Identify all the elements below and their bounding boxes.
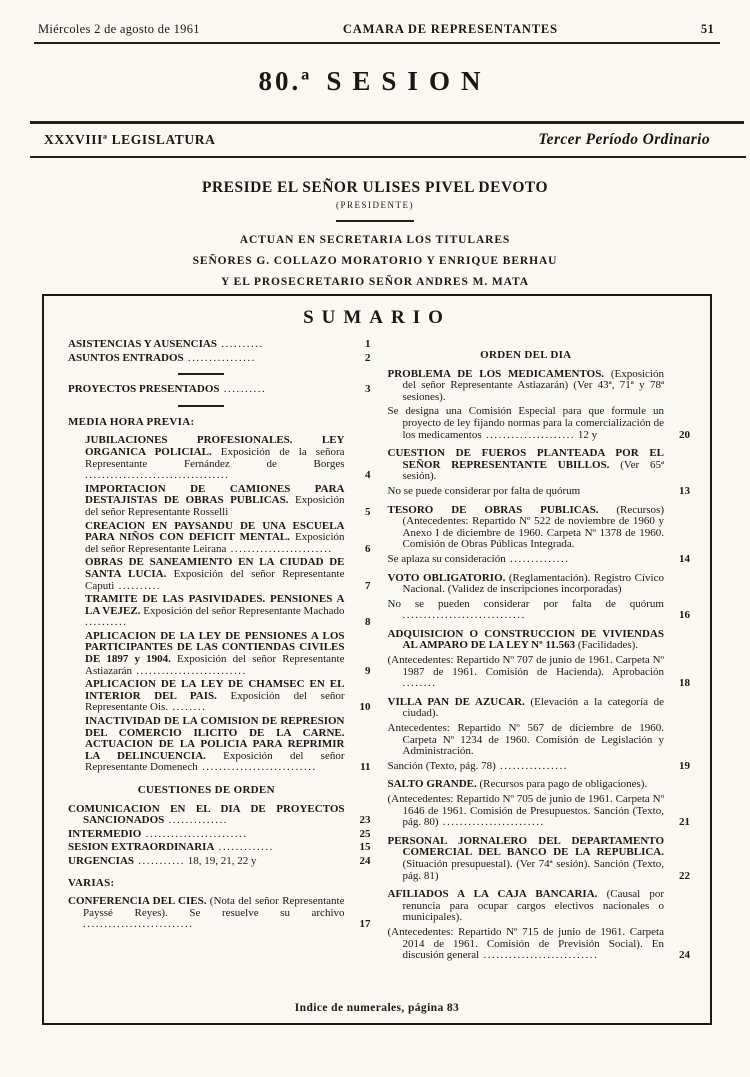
numerals-index-note: Indice de numerales, página 83: [294, 1002, 460, 1014]
secretaries-names: SEÑORES G. COLLAZO MORATORIO Y ENRIQUE BERHAU: [192, 255, 558, 267]
toc-entry-text: [68, 679, 345, 714]
toc-entry-strong: ASUNTOS ENTRADOS: [68, 351, 184, 364]
toc-entry-rest: (Antecedentes: Repartido Nº 715 de junio de 1961. Carpeta 2014 de 1961. Comisión de Previsión Social). En discusión general: [387, 925, 664, 962]
toc-entry-text: [388, 697, 665, 720]
toc-entry: [388, 779, 691, 791]
toc-entry: [388, 655, 691, 690]
toc-entry-text: [388, 599, 665, 622]
toc-entry: [388, 697, 691, 720]
toc-entry: [68, 353, 371, 365]
media-hora-items: [68, 435, 371, 774]
toc-entry-strong: TESORO DE OBRAS PUBLICAS.: [387, 503, 599, 516]
toc-entry-page: 24: [359, 854, 371, 867]
toc-entry-dots: ................: [495, 759, 569, 772]
toc-entry-dots: .............................: [402, 609, 526, 622]
toc-entry-page: 1: [365, 338, 371, 350]
toc-entry: [388, 889, 691, 924]
toc-entry-page: 11: [360, 761, 371, 774]
toc-entry-rest: Antecedentes: Repartido Nº 567 de diciembre de 1960. Carpeta Nº 1234 de 1960. Comisión de Legislación y Administración.: [387, 722, 664, 758]
toc-entry: [68, 435, 371, 481]
toc-entry-rest: (Recursos) (Antecedentes: Repartido Nº 522 de noviembre de 1960 y Anexo I de diciembre de 1960. Carpeta Nº 1378 de 1960. Comisión de Obras Públicas Integrada.: [402, 503, 664, 551]
toc-entry: [68, 829, 371, 841]
toc-entry: [68, 484, 371, 519]
toc-entry-rest: Exposición del señor Representante Caputi: [85, 567, 345, 592]
secretaries-intro: ACTUAN EN SECRETARIA LOS TITULARES: [239, 234, 511, 246]
toc-entry-dots: ..............: [164, 814, 229, 827]
toc-entry-text: [68, 804, 345, 827]
toc-entry-text: [388, 629, 665, 652]
toc-entry-rest: Exposición del señor Representante Machado: [140, 604, 345, 617]
toc-entry-page: 10: [359, 701, 371, 714]
sumario-left-column: [68, 339, 371, 996]
toc-entry: [388, 448, 691, 483]
sumario-columns: [44, 329, 710, 996]
toc-entry-dots: ..............: [505, 552, 570, 565]
toc-entry-text: [388, 554, 665, 566]
header-date: Miércoles 2 de agosto de 1961: [38, 22, 200, 36]
toc-entry-page: 4: [365, 469, 371, 482]
toc-entry: [68, 594, 371, 629]
toc-entry-strong: ADQUISICION O CONSTRUCCION DE VIVIENDAS AL AMPARO DE LA LEY Nº 11.563: [387, 627, 664, 652]
project-items: [68, 384, 371, 396]
toc-entry-dots: ..........................: [132, 664, 247, 677]
toc-entry-dots: ..........: [219, 383, 267, 396]
toc-entry-text: [68, 353, 345, 365]
toc-entry-rest: Se aplaza su consideración: [387, 552, 506, 565]
orden-del-dia-heading: ORDEN DEL DIA: [480, 349, 572, 361]
toc-entry-text: [68, 716, 345, 774]
toc-entry-text: [68, 435, 345, 481]
toc-entry-text: [388, 448, 665, 483]
prosecretary-name: Y EL PROSECRETARIO SEÑOR ANDRES M. MATA: [221, 276, 529, 288]
toc-entry-text: [68, 521, 345, 556]
toc-entry-page: 3: [365, 383, 371, 396]
toc-entry: [388, 761, 691, 773]
toc-entry: [388, 723, 691, 758]
toc-entry-rest: (Reglamentación). Registro Cívico Nacional. (Validez de inscripciones incorporadas): [402, 571, 664, 596]
toc-entry-rest: Se designa una Comisión Especial para que formule un proyecto de ley fijando normas para la comercialización de los medicamentos: [387, 405, 664, 441]
legislature-period: Tercer Período Ordinario: [538, 131, 710, 148]
toc-entry: [68, 521, 371, 556]
header-divider: [34, 42, 720, 44]
toc-entry-rest: (Antecedentes: Repartido Nº 705 de junio de 1961. Carpeta Nº 1646 de 1961. Comisión de Presupuestos. Sanción (Texto, pág. 80): [387, 793, 664, 829]
toc-entry-text: [388, 889, 665, 924]
toc-entry: [68, 842, 371, 854]
toc-entry: [388, 836, 691, 882]
toc-entry-page: 25: [359, 827, 371, 840]
toc-entry: [388, 486, 691, 498]
page-header: [0, 0, 750, 37]
toc-entry-rest: (Situación presupuestal). (Ver 74ª sesión). Sanción (Texto, pág. 81): [402, 857, 664, 882]
toc-entry-text: [68, 594, 345, 629]
toc-entry-strong: JUBILACIONES PROFESIONALES. LEY ORGANICA POLICIAL.: [85, 434, 345, 458]
toc-entry-strong: PROBLEMA DE LOS MEDICAMENTOS.: [387, 367, 605, 380]
toc-entry-page: 13: [679, 484, 690, 497]
toc-entry: [388, 599, 691, 622]
toc-entry-pre: 12 y: [575, 428, 598, 441]
toc-entry-text: [388, 655, 665, 690]
toc-entry: [68, 557, 371, 592]
toc-entry-strong: AFILIADOS A LA CAJA BANCARIA.: [387, 888, 598, 901]
toc-entry-strong: ASISTENCIAS Y AUSENCIAS: [68, 338, 217, 350]
toc-entry-dots: ........................: [141, 827, 248, 840]
toc-entry-strong: CUESTION DE FUEROS PLANTEADA POR EL SEÑOR REPRESENTANTE UBILLOS.: [387, 447, 664, 471]
toc-entry-page: 14: [679, 552, 690, 565]
toc-entry-strong: APLICACION DE LA LEY DE PENSIONES A LOS PARTICIPANTES DE LAS CONTIENDAS CIVILES DE 1897 y 1904.: [85, 629, 345, 666]
toc-entry-text: [68, 557, 345, 592]
toc-entry: [68, 856, 371, 868]
toc-entry-page: 22: [679, 869, 690, 882]
cuestiones-items: [68, 804, 371, 868]
toc-entry-strong: VOTO OBLIGATORIO.: [387, 571, 506, 584]
toc-entry-text: [68, 829, 345, 841]
toc-entry-strong: SALTO GRANDE.: [387, 778, 477, 791]
toc-entry-text: [388, 505, 665, 551]
toc-entry-strong: IMPORTACION DE CAMIONES PARA DESTAJISTAS DE OBRAS PUBLICAS.: [85, 482, 345, 507]
toc-entry-strong: APLICACION DE LA LEY DE CHAMSEC EN EL INTERIOR DEL PAIS.: [85, 678, 345, 702]
section-divider: [178, 373, 224, 375]
toc-entry-dots: ..........: [85, 616, 128, 629]
toc-entry-text: [68, 631, 345, 677]
orden-del-dia-items: [388, 369, 691, 962]
toc-entry-rest: (Facilidades).: [575, 639, 639, 652]
toc-entry-page: 6: [365, 542, 371, 555]
toc-entry-rest: (Elevación a la categoría de ciudad).: [402, 695, 664, 720]
toc-entry-rest: Exposición del señor Representante Leirana: [85, 531, 345, 555]
toc-entry-rest: Exposición del señor Representante Ois.: [85, 689, 345, 714]
toc-entry-strong: OBRAS DE SANEAMIENTO EN LA CIUDAD DE SANTA LUCIA.: [85, 556, 345, 580]
legislature-row: [0, 124, 750, 156]
toc-entry-text: [388, 369, 665, 404]
toc-entry-text: [388, 723, 665, 758]
toc-entry: [388, 369, 691, 404]
sumario-box: [42, 294, 712, 1025]
toc-entry: [68, 896, 371, 931]
toc-entry-strong: URGENCIAS: [68, 854, 135, 867]
toc-entry-text: [388, 761, 665, 773]
toc-entry-text: [388, 573, 665, 596]
toc-entry: [388, 629, 691, 652]
header-chamber: CAMARA DE REPRESENTANTES: [342, 22, 558, 36]
toc-entry-dots: ..................................: [85, 469, 230, 482]
toc-entry-dots: ..........: [114, 579, 162, 592]
toc-entry-strong: PERSONAL JORNALERO DEL DEPARTAMENTO COMERCIAL DEL BANCO DE LA REPUBLICA.: [387, 834, 664, 859]
toc-entry-text: [68, 842, 345, 854]
toc-entry-strong: VILLA PAN DE AZUCAR.: [387, 695, 525, 708]
toc-entry-dots: ..........: [216, 338, 264, 350]
preside-line: PRESIDE EL SEÑOR ULISES PIVEL DEVOTO: [201, 179, 549, 196]
toc-entry-page: 9: [365, 664, 371, 677]
legislature-divider-bottom: [30, 156, 746, 158]
toc-entry-page: 20: [679, 428, 690, 441]
toc-entry-dots: .............: [214, 841, 274, 854]
toc-entry: [68, 631, 371, 677]
toc-entry-strong: CONFERENCIA DEL CIES.: [68, 895, 207, 908]
toc-entry: [388, 406, 691, 441]
toc-entry-strong: TRAMITE DE LAS PASIVIDADES. PENSIONES A LA VEJEZ.: [85, 593, 345, 617]
small-divider: [336, 220, 414, 222]
toc-entry-dots: ........: [402, 677, 437, 690]
session-title: [0, 66, 750, 97]
toc-entry: [388, 927, 691, 962]
toc-entry-text: [388, 779, 665, 791]
toc-entry-page: 17: [359, 918, 371, 931]
header-page-number: 51: [700, 22, 714, 36]
toc-entry-rest: Exposición del señor Representante Domenech: [85, 749, 345, 774]
toc-entry-page: 5: [365, 505, 371, 518]
section-divider: [178, 405, 224, 407]
toc-entry-page: 15: [359, 841, 371, 854]
session-word: SESION: [326, 66, 492, 96]
toc-entry-dots: ........................: [438, 816, 545, 829]
toc-entry-text: [68, 384, 345, 396]
toc-entry-text: [68, 856, 345, 868]
toc-entry-strong: COMUNICACION EN EL DIA DE PROYECTOS SANCIONADOS: [68, 802, 345, 827]
toc-entry-rest: No se pueden considerar por falta de quórum: [387, 597, 664, 610]
toc-entry-rest: (Ver 65ª sesión).: [402, 458, 664, 483]
varias-items: [68, 896, 371, 931]
toc-entry-dots: ...........................: [197, 761, 317, 774]
toc-entry-text: [68, 896, 345, 931]
toc-entry-text: [388, 794, 665, 829]
cuestiones-heading: CUESTIONES DE ORDEN: [137, 784, 275, 796]
toc-entry-text: [388, 836, 665, 882]
toc-entry-page: 16: [679, 609, 690, 622]
presidency-block: [0, 179, 750, 288]
toc-entry-strong: INACTIVIDAD DE LA COMISION DE REPRESION DEL COMERCIO ILICITO DE LA CARNE. ACTUACION DE LA POLICIA PARA REPRIMIR LA DELINCUENCIA.: [85, 715, 345, 762]
president-role-label: (PRESIDENTE): [336, 200, 414, 210]
toc-entry-text: [388, 486, 665, 498]
toc-entry-dots: ..........................: [83, 918, 194, 931]
toc-entry-page: 8: [365, 616, 371, 629]
toc-entry-strong: SESION EXTRAORDINARIA: [68, 841, 215, 854]
toc-entry: [68, 679, 371, 714]
toc-entry-dots: .....................: [481, 428, 576, 441]
toc-entry-page: 2: [365, 351, 371, 364]
toc-entry-rest: Exposición de la señora Representante Fernández de Borges: [85, 445, 345, 470]
toc-entry-rest: (Recursos para pago de obligaciones).: [476, 778, 648, 791]
toc-entry-page: 21: [679, 816, 690, 829]
toc-entry-page: 18: [679, 677, 690, 690]
toc-entry-text: [388, 406, 665, 441]
toc-entry: [388, 505, 691, 551]
toc-entry-text: [68, 339, 345, 351]
toc-entry-dots: ...........: [134, 854, 186, 867]
toc-entry-strong: CREACION EN PAYSANDU DE UNA ESCUELA PARA NIÑOS CON DEFICIT MENTAL.: [85, 519, 345, 544]
toc-entry-page: 23: [359, 814, 371, 827]
toc-entry-strong: INTERMEDIO: [68, 827, 142, 840]
toc-entry-dots: ........................: [226, 542, 333, 555]
sumario-right-column: [388, 339, 691, 996]
toc-entry-dots: ................: [183, 351, 256, 364]
toc-entry-text: [388, 927, 665, 962]
top-items: [68, 339, 371, 364]
toc-entry-rest: (Antecedentes: Repartido Nº 707 de junio de 1961. Carpeta Nº 1987 de 1961. Comisión de Hacienda). Aprobación: [387, 654, 664, 678]
toc-entry-text: [68, 484, 345, 519]
toc-entry-dots: ...........................: [479, 949, 599, 962]
toc-entry: [68, 384, 371, 396]
sumario-title: SUMARIO: [303, 307, 451, 328]
toc-entry-rest: (Causal por renuncia para ocupar cargos electivos nacionales o municipales).: [402, 888, 664, 924]
toc-entry-rest: No se puede considerar por falta de quórum: [387, 484, 581, 497]
toc-entry: [388, 573, 691, 596]
toc-entry-rest: Exposición del señor Representante Astiazarán: [85, 653, 345, 677]
session-number: 80.ª: [258, 66, 313, 96]
toc-entry-dots: ........: [168, 701, 207, 714]
toc-entry: [68, 339, 371, 351]
toc-entry-rest: (Nota del señor Representante Payssé Reyes). Se resuelve su archivo: [83, 895, 345, 919]
toc-entry-page: 19: [679, 759, 690, 772]
toc-entry-rest: Exposición del señor Representante Rosselli: [85, 494, 345, 518]
toc-entry-strong: PROYECTOS PRESENTADOS: [68, 383, 220, 396]
toc-entry-page: 7: [365, 579, 371, 592]
toc-entry: [68, 716, 371, 774]
toc-entry-rest: (Exposición del señor Representante Astiazarán) (Ver 43ª, 71ª y 78ª sesiones).: [402, 367, 664, 403]
legislature-name: XXXVIIIª LEGISLATURA: [44, 132, 216, 147]
toc-entry: [388, 554, 691, 566]
media-hora-heading: MEDIA HORA PREVIA:: [68, 415, 195, 428]
toc-entry-page: 24: [679, 949, 690, 962]
toc-entry-rest: Sanción (Texto, pág. 78): [387, 759, 496, 772]
toc-entry: [388, 794, 691, 829]
varias-heading: VARIAS:: [68, 876, 115, 889]
toc-entry-pre: 18, 19, 21, 22 y: [185, 854, 257, 867]
toc-entry: [68, 804, 371, 827]
